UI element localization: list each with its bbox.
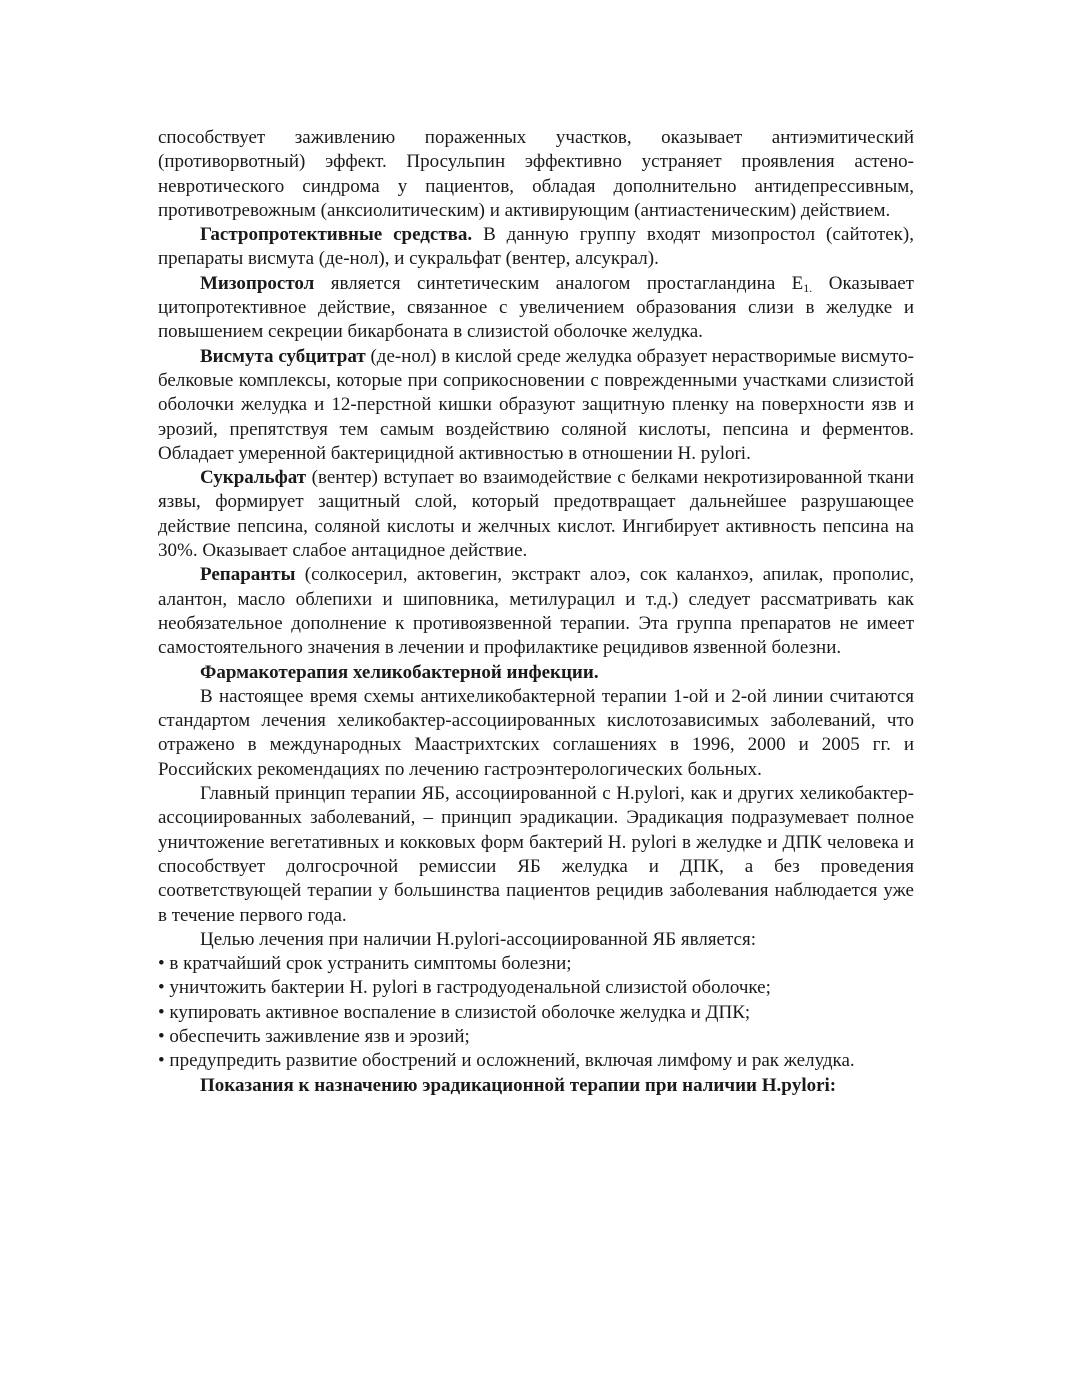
sucralfate-text: (вентер) вступает во взаимодействие с белками некротизированной ткани язвы, формирует защитный слой, который предотвращает дальнейшее разрушающее действие пепсина, соляной кислоты и желчных кислот. Ингибирует активность пепсина на 30%. Оказывает слабое антацидное действие. [158, 467, 914, 562]
goals-list [158, 952, 914, 1073]
list-item: • обеспечить заживление язв и эрозий; [158, 1025, 470, 1047]
term-sucralfate: Сукральфат [200, 467, 307, 489]
prostaglandin-subscript: 1. [803, 280, 813, 295]
misoprostol-text: является синтетическим аналогом простагландина Е [314, 272, 804, 294]
term-bismuth: Висмута субцитрат [200, 345, 366, 367]
paragraph-standard-therapy: В настоящее время схемы антихеликобактерной терапии 1-ой и 2-ой линии считаются стандартом лечения хеликобактер-ассоциированных кислотозависимых заболеваний, что отражено в международных Маастрихтских соглашениях в 1996, 2000 и 2005 гг. и Российских рекомендациях по лечению гастроэнтерологических больных. [158, 685, 914, 780]
term-gastroprotective: Гастропротективные средства. [200, 224, 473, 246]
misoprostol-text-2: Оказывает цитопротективное действие, связанное с увеличением образования слизи в желудке и повышением секреции бикарбоната в слизистой оболочке желудка. [158, 272, 914, 343]
term-reparants: Репаранты [200, 564, 296, 586]
paragraph-sucralfate [158, 466, 914, 563]
paragraph-gastroprotective [158, 223, 914, 272]
paragraph-prosulpin-effects: способствует заживлению пораженных участков, оказывает антиэмитический (противорвотный) эффект. Просульпин эффективно устраняет проявления астено-невротического синдрома у пациентов, обладая дополнительно антидепрессивным, противотревожным (анксиолитическим) и активирующим (антиастеническим) действием. [158, 127, 914, 221]
term-misoprostol: Мизопростол [200, 272, 315, 294]
document-page [158, 126, 914, 1098]
paragraph-bismuth [158, 345, 914, 466]
reparants-text: (солкосерил, актовегин, экстракт алоэ, сок каланхоэ, апилак, прополис, алантон, масло облепихи и шиповника, метилурацил и т.д.) следует рассматривать как необязательное дополнение к противоязвенной терапии. Эта группа препаратов не имеет самостоятельного значения в лечении и профилактике рецидивов язвенной болезни. [158, 564, 914, 659]
paragraph-eradication-principle: Главный принцип терапии ЯБ, ассоциированной с H.pylori, как и других хеликобактер-ассоциированных заболеваний, – принцип эрадикации. Эрадикация подразумевает полное уничтожение вегетативных и кокковых форм бактерий H. pylori в желудке и ДПК человека и способствует долгосрочной ремиссии ЯБ желудка и ДПК, а без проведения соответствующей терапии у большинства пациентов рецидив заболевания наблюдается уже в течение первого года. [158, 783, 914, 926]
paragraph-reparants [158, 563, 914, 660]
heading-pharmacotherapy: Фармакотерапия хеликобактерной инфекции. [200, 661, 599, 683]
list-item: • предупредить развитие обострений и осложнений, включая лимфому и рак желудка. [158, 1050, 855, 1072]
paragraph-goals-intro: Целью лечения при наличии H.pylori-ассоциированной ЯБ является: [200, 928, 756, 950]
heading-indications: Показания к назначению эрадикационной терапии при наличии H.pylori: [200, 1074, 837, 1096]
list-item: • уничтожить бактерии H. pylori в гастродуоденальной слизистой оболочке; [158, 977, 771, 999]
bismuth-text: (де-нол) в кислой среде желудка образует нерастворимые висмуто-белковые комплексы, которые при соприкосновении с поврежденными участками слизистой оболочки желудка и 12-перстной кишки образуют защитную пленку на поверхности язв и эрозий, препятствуя тем самым воздействию соляной кислоты, пепсина и ферментов. Обладает умеренной бактерицидной активностью в отношении H. pylori. [158, 345, 914, 464]
gastroprotective-text: В данную группу входят мизопростол (сайтотек), препараты висмута (де-нол), и сукральфат (вентер, алсукрал). [158, 224, 914, 270]
paragraph-misoprostol [158, 272, 914, 345]
list-item: • в кратчайший срок устранить симптомы болезни; [158, 953, 572, 975]
list-item: • купировать активное воспаление в слизистой оболочке желудка и ДПК; [158, 1001, 751, 1023]
